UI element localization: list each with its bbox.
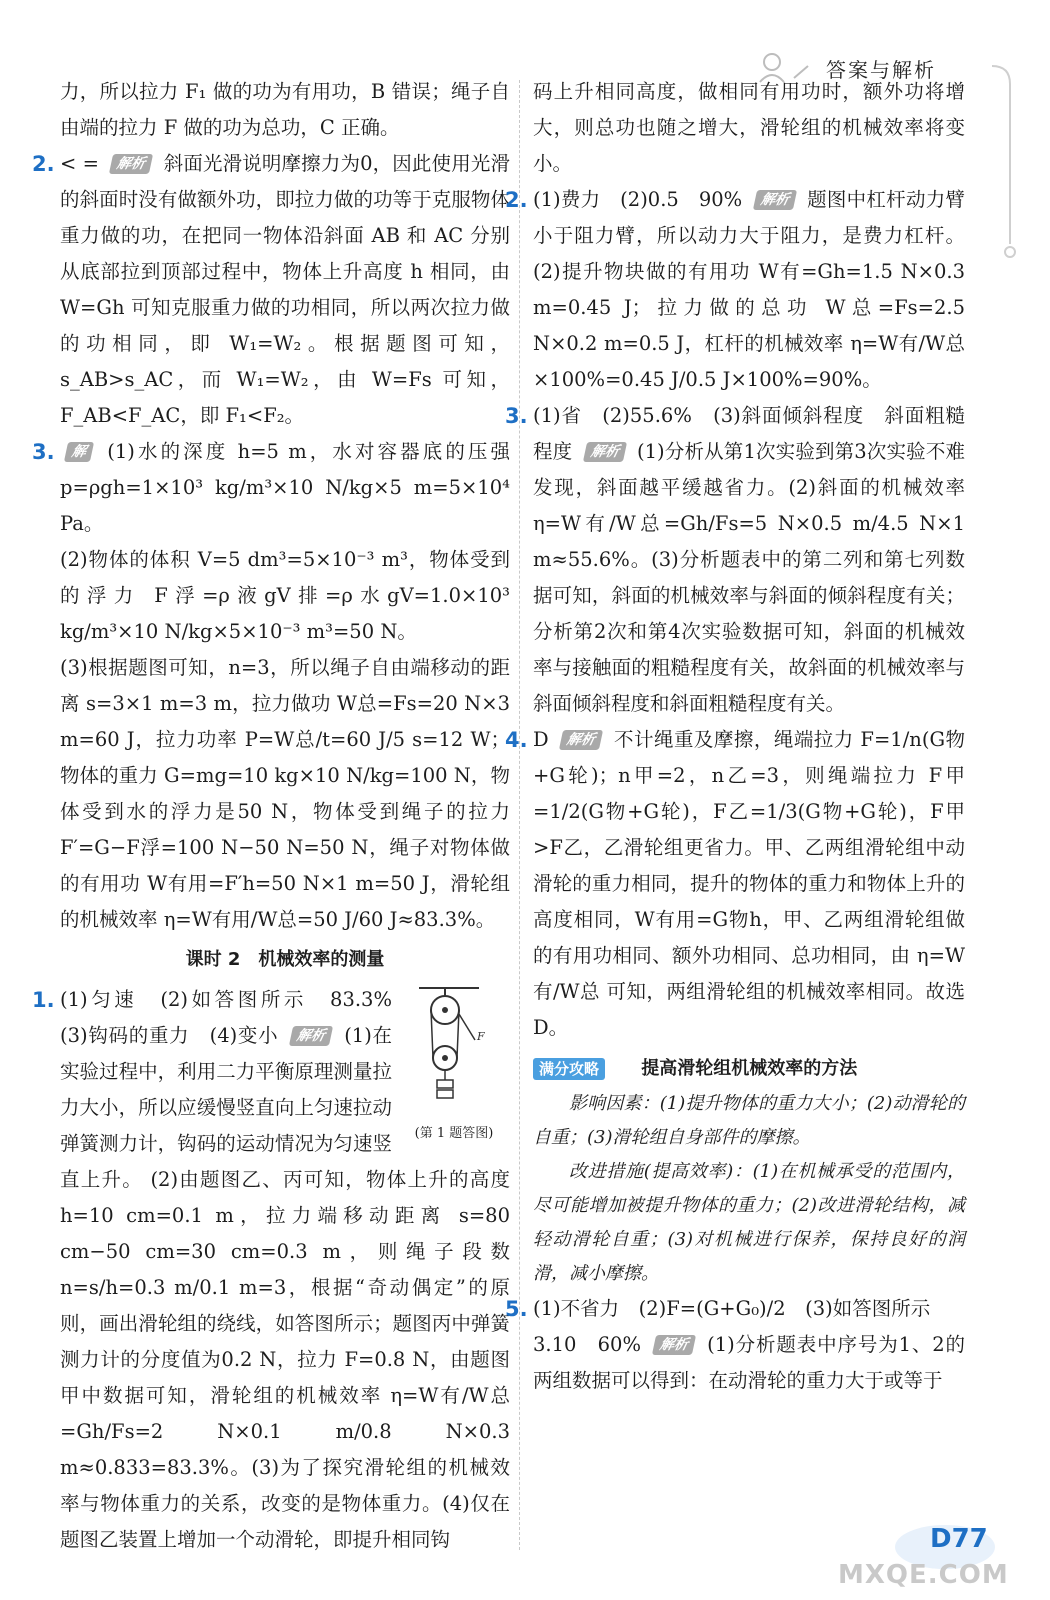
watermark: MXQE.COM <box>838 1560 1009 1590</box>
right-continuation-text: 码上升相同高度，做相同有用功时，额外功将增大，则总功也随之增大，滑轮组的机械效率将变小。 <box>533 80 965 175</box>
answer-c1 <box>32 982 510 1558</box>
answer-3 <box>32 434 510 938</box>
answer-choice: (1)费力 (2)0.5 90% <box>533 188 743 211</box>
question-number: 3. <box>505 404 528 428</box>
question-number: 5. <box>505 1297 528 1321</box>
solution-part-2: (2)物体的体积 V=5 dm³=5×10⁻³ m³，物体受到的浮力 F浮=ρ液gV排=ρ水gV=1.0×10³ kg/m³×10 N/kg×5×10⁻³ m³=50 N。 <box>60 548 510 643</box>
question-number: 3. <box>32 440 55 464</box>
answer-choice: (1)省 (2)55.6% (3)斜面倾斜程度 斜面粗糙程度 <box>533 404 965 463</box>
answer-choice: < = <box>60 152 100 175</box>
analysis-text: (1)分析题表中序号为1、2的两组数据可以得到：在动滑轮的重力大于或等于 <box>533 1333 966 1392</box>
analysis-tag: 解析 <box>109 154 153 174</box>
answer-line-3: 3.10 60% <box>533 1333 641 1356</box>
figure-caption: (第 1 题答图) <box>414 1126 494 1141</box>
question-number: 2. <box>32 152 55 176</box>
solution-part-1: (1)水的深度 h=5 m，水对容器底的压强 p=ρgh=1×10³ kg/m³×10 N/kg×5 m=5×10⁴ Pa。 <box>60 440 510 535</box>
header-title: 答案与解析 <box>826 57 936 82</box>
column-divider <box>519 80 520 1550</box>
tip-factors: 影响因素：(1)提升物体的重力大小；(2)动滑轮的自重；(3)滑轮组自身部件的摩擦。 <box>533 1093 965 1148</box>
tip-tag: 满分攻略 <box>533 1058 605 1080</box>
analysis-tag: 解析 <box>583 442 627 462</box>
page-number: D77 <box>930 1524 988 1554</box>
solution-tag: 解 <box>64 442 94 462</box>
analysis-text: 不计绳重及摩擦，绳端拉力 F=1/n(G物+G轮)；n甲=2，n乙=3，则绳端拉力 F甲=1/2(G物+G轮)，F乙=1/3(G物+G轮)，F甲>F乙，乙滑轮组更省力。甲、乙两组滑轮组中动滑轮的重力相同，提升的物体的重力和物体上升的高度相同，W有用=G物h，甲、乙两组滑轮组做的有用功相同、额外功相同、总功相同，由 η=W有/W总 可知，两组滑轮组的机械效率相同。故选 D。 <box>533 728 966 1039</box>
answer-r5 <box>505 1291 965 1327</box>
solution-part-3: (3)根据题图可知，n=3，所以绳子自由端移动的距离 s=3×1 m=3 m，拉力做功 W总=Fs=20 N×3 m=60 J，拉力功率 P=W总/t=60 J/5 s=12 W；物体的重力 G=mg=10 kg×10 N/kg=100 N，物体受到水的浮力是50 N，物体受到绳子的拉力 F′=G−F浮=100 N−50 N=50 N，绳子对物体做的有用功 W有用=F′h=50 N×1 m=50 J，滑轮组的机械效率 η=W有用/W总=50 J/60 J≈83.3%。 <box>60 656 510 931</box>
left-continuation-text: 力，所以拉力 F₁ 做的功为有用功，B 错误；绳子自由端的拉力 F 做的功为总功，C 正确。 <box>60 80 510 139</box>
left-column <box>32 74 510 1558</box>
pulley-figure <box>398 984 510 1152</box>
answer-choice: D <box>533 728 549 751</box>
answer-choice: (1)不省力 (2)F=(G+G₀)/2 (3)如答图所示 <box>533 1297 931 1320</box>
analysis-tag: 解析 <box>753 190 797 210</box>
analysis-tag: 解析 <box>652 1335 696 1355</box>
question-number: 1. <box>32 988 55 1012</box>
tip-box <box>533 1050 965 1291</box>
answer-2 <box>32 146 510 434</box>
question-number: 4. <box>505 728 528 752</box>
answer-choice: (1)匀速 (2)如答图所示 83.3% (3)钩码的重力 (4)变小 <box>60 988 412 1047</box>
section-title: 课时 2 机械效率的测量 <box>185 949 385 970</box>
analysis-text: 题图中杠杆动力臂小于阻力臂，所以动力大于阻力，是费力杠杆。(2)提升物块做的有用功 W有=Gh=1.5 N×0.3 m=0.45 J；拉力做的总功 W总=Fs=2.5 N×0.2 m=0.5 J，杠杆的机械效率 η=W有/W总×100%=0.45 J/0.5 J×100%=90%。 <box>533 188 965 391</box>
analysis-tag: 解析 <box>289 1026 333 1046</box>
analysis-text-continued: (2)由题图乙、丙可知，物体上升的高度 h=10 cm=0.1 m，拉力端移动距离 s=80 cm−50 cm=30 cm=0.3 m，则绳子段数 n=s/h=0.3 m/0.1 m=3，根据“奇动偶定”的原则，画出滑轮组的绕线，如答图所示；题图丙中弹簧测力计的分度值为0.2 N，拉力 F=0.8 N，由题图甲中数据可知，滑轮组的机械效率 η=W有/W总=Gh/Fs=2 N×0.1 m/0.8 N×0.3 m≈0.833=83.3%。(3)为了探究滑轮组的机械效率与物体重力的关系，改变的是物体重力。(4)仅在题图乙装置上增加一个动滑轮，即提升相同钩 <box>60 1168 510 1551</box>
svg-text:F: F <box>477 1030 485 1043</box>
header-bracket-decoration <box>990 64 1030 264</box>
pulley-diagram <box>409 984 499 1104</box>
analysis-text: (1)在实验过程中，利用二力平衡原理测量拉力大小，所以应缓慢竖直向上匀速拉动弹簧测力计，钩码的运动情况为匀速竖直上升。 <box>60 1024 393 1191</box>
question-number: 2. <box>505 188 528 212</box>
answer-r4 <box>505 722 966 1046</box>
answer-r2 <box>505 182 965 398</box>
analysis-tag: 解析 <box>559 730 603 750</box>
answer-r3 <box>505 398 965 722</box>
tip-title: 提高滑轮组机械效率的方法 <box>641 1058 858 1079</box>
analysis-text: 斜面光滑说明摩擦力为0，因此使用光滑的斜面时没有做额外功，即拉力做的功等于克服物体重力做的功，在把同一物体沿斜面 AB 和 AC 分别从底部拉到顶部过程中，物体上升高度 h 相同，由 W=Gh 可知克服重力做的功相同，所以两次拉力做的功相同，即 W₁=W₂。根据题图可知，s_AB>s_AC，而 W₁=W₂，由 W=Fs 可知，F_AB<F_AC，即 F₁<F₂。 <box>60 152 510 427</box>
right-column <box>505 74 966 1399</box>
tip-measures: 改进措施(提高效率)：(1)在机械承受的范围内，尽可能增加被提升物体的重力；(2)改进滑轮结构，减轻动滑轮自重；(3)对机械进行保养，保持良好的润滑，减小摩擦。 <box>533 1161 965 1284</box>
analysis-text: (1)分析从第1次实验到第3次实验不难发现，斜面越平缓越省力。(2)斜面的机械效率 η=W有/W总=Gh/Fs=5 N×0.5 m/4.5 N×1 m≈55.6%。(3)分析题表中的第二列和第七列数据可知，斜面的机械效率与斜面的倾斜程度有关；分析第2次和第4次实验数据可知，斜面的机械效率与接触面的粗糙程度有关，故斜面的机械效率与斜面倾斜程度和斜面粗糙程度有关。 <box>533 440 965 715</box>
